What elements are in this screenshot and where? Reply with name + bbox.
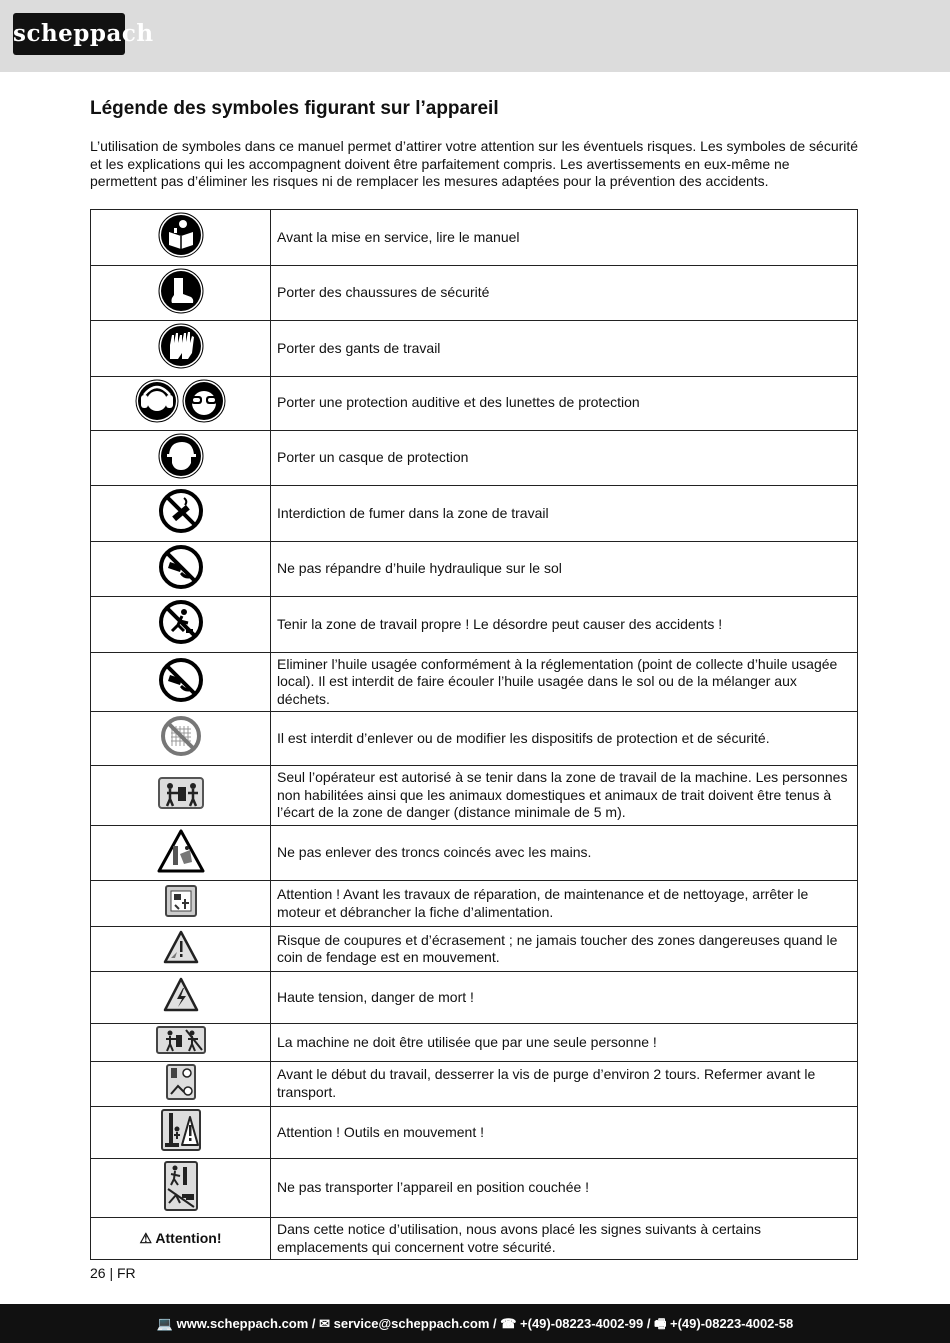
- legend-row: [91, 1158, 858, 1218]
- legend-text: Avant le début du travail, desserrer la vis de purge d’environ 2 tours. Refermer avant le transport.: [271, 1061, 858, 1107]
- legend-text: Attention ! Avant les travaux de réparation, de maintenance et de nettoyage, arrêter le moteur et débrancher la fiche d’alimentation.: [271, 881, 858, 927]
- legend-text: Porter un casque de protection: [271, 430, 858, 486]
- jammed-log-warning-icon: [157, 828, 205, 874]
- legend-row: [91, 1107, 858, 1159]
- legend-text: Avant la mise en service, lire le manuel: [271, 210, 858, 266]
- legend-text: Risque de coupures et d’écrasement ; ne jamais toucher des zones dangereuses quand le coin de fendage est en mouvement.: [271, 927, 858, 972]
- legend-row: [91, 486, 858, 542]
- legend-text: Haute tension, danger de mort !: [271, 972, 858, 1024]
- high-voltage-icon: [163, 977, 199, 1013]
- page-separator: |: [109, 1265, 114, 1281]
- symbol-legend-table: [90, 209, 858, 1260]
- footer-contact-bar: 💻 www.scheppach.com / ✉ service@scheppach.com / ☎ +(49)-08223-4002-99 / 🖷 +(49)-08223-4002-58: [0, 1304, 950, 1343]
- single-operator-icon: [156, 1026, 206, 1054]
- header-bar: [0, 0, 950, 72]
- crush-warning-icon: [163, 930, 199, 964]
- attention-text: Dans cette notice d’utilisation, nous avons placé les signes suivants à certains emplacements qui concernent votre sécurité.: [271, 1218, 858, 1260]
- unplug-icon: [165, 885, 197, 917]
- legend-row: [91, 825, 858, 881]
- legend-text: Seul l’opérateur est autorisé à se tenir dans la zone de travail de la machine. Les personnes non habilitées ainsi que les animaux domestiques et animaux de trait doivent être tenus à l’écart de la zone de danger (distance minimale de 5 m).: [271, 766, 858, 826]
- legend-row: [91, 881, 858, 927]
- legend-text: Porter des chaussures de sécurité: [271, 265, 858, 321]
- legend-text: Porter une protection auditive et des lunettes de protection: [271, 376, 858, 430]
- legend-text: Ne pas transporter l’appareil en position couchée !: [271, 1158, 858, 1218]
- page-number-value: 26: [90, 1265, 106, 1281]
- moving-tools-icon: [161, 1109, 201, 1151]
- bleed-screw-icon: [166, 1064, 196, 1100]
- legend-text: Interdiction de fumer dans la zone de travail: [271, 486, 858, 542]
- legend-row: [91, 210, 858, 266]
- clean-workspace-icon: [158, 599, 204, 645]
- ear-protection-icon: [135, 379, 179, 423]
- brand-logo: scheppach: [13, 13, 125, 55]
- eye-protection-icon: [182, 379, 226, 423]
- page-language: FR: [117, 1265, 136, 1281]
- no-oil-spill-icon: [158, 544, 204, 590]
- intro-paragraph: L’utilisation de symboles dans ce manuel permet d’attirer votre attention sur les éventuels risques. Les symboles de sécurité et les explications qui les accompagnent doivent être parfaitement compris. Les avertissements en eux-même ne permettent pas d’éliminer les risques ni de remplacer les mesures adaptées pour la prévention des accidents.: [90, 138, 859, 189]
- legend-text: La machine ne doit être utilisée que par une seule personne !: [271, 1024, 858, 1062]
- legend-row: [91, 321, 858, 377]
- work-gloves-icon: [158, 323, 204, 369]
- legend-text: Eliminer l’huile usagée conformément à la réglementation (point de collecte d’huile usagée local). Il est interdit de faire écouler l’huile usagée dans le sol ou de la mélanger aux déchets.: [271, 652, 858, 712]
- legend-text: Ne pas répandre d’huile hydraulique sur le sol: [271, 541, 858, 597]
- attention-label: ⚠ Attention!: [91, 1218, 271, 1260]
- operator-only-icon: [158, 777, 204, 809]
- attention-row: [91, 1218, 858, 1260]
- legend-text: Attention ! Outils en mouvement !: [271, 1107, 858, 1159]
- legend-row: [91, 652, 858, 712]
- legend-row: [91, 1024, 858, 1062]
- page-title: Légende des symboles figurant sur l’appareil: [90, 98, 499, 119]
- no-remove-guards-icon: [160, 715, 202, 757]
- legend-row: [91, 541, 858, 597]
- helmet-icon: [158, 433, 204, 479]
- legend-row: [91, 376, 858, 430]
- legend-row: [91, 712, 858, 766]
- legend-row: [91, 1061, 858, 1107]
- page-number: [90, 1265, 136, 1281]
- no-horizontal-transport-icon: [164, 1161, 198, 1211]
- legend-row: [91, 430, 858, 486]
- legend-text: Il est interdit d’enlever ou de modifier les dispositifs de protection et de sécurité.: [271, 712, 858, 766]
- legend-text: Tenir la zone de travail propre ! Le désordre peut causer des accidents !: [271, 597, 858, 653]
- legend-row: [91, 927, 858, 972]
- read-manual-icon: [158, 212, 204, 258]
- legend-text: Ne pas enlever des troncs coincés avec les mains.: [271, 825, 858, 881]
- legend-row: [91, 766, 858, 826]
- no-smoking-icon: [158, 488, 204, 534]
- legend-row: [91, 972, 858, 1024]
- legend-text: Porter des gants de travail: [271, 321, 858, 377]
- legend-row: [91, 597, 858, 653]
- legend-row: [91, 265, 858, 321]
- dispose-oil-icon: [158, 657, 204, 703]
- safety-shoes-icon: [158, 268, 204, 314]
